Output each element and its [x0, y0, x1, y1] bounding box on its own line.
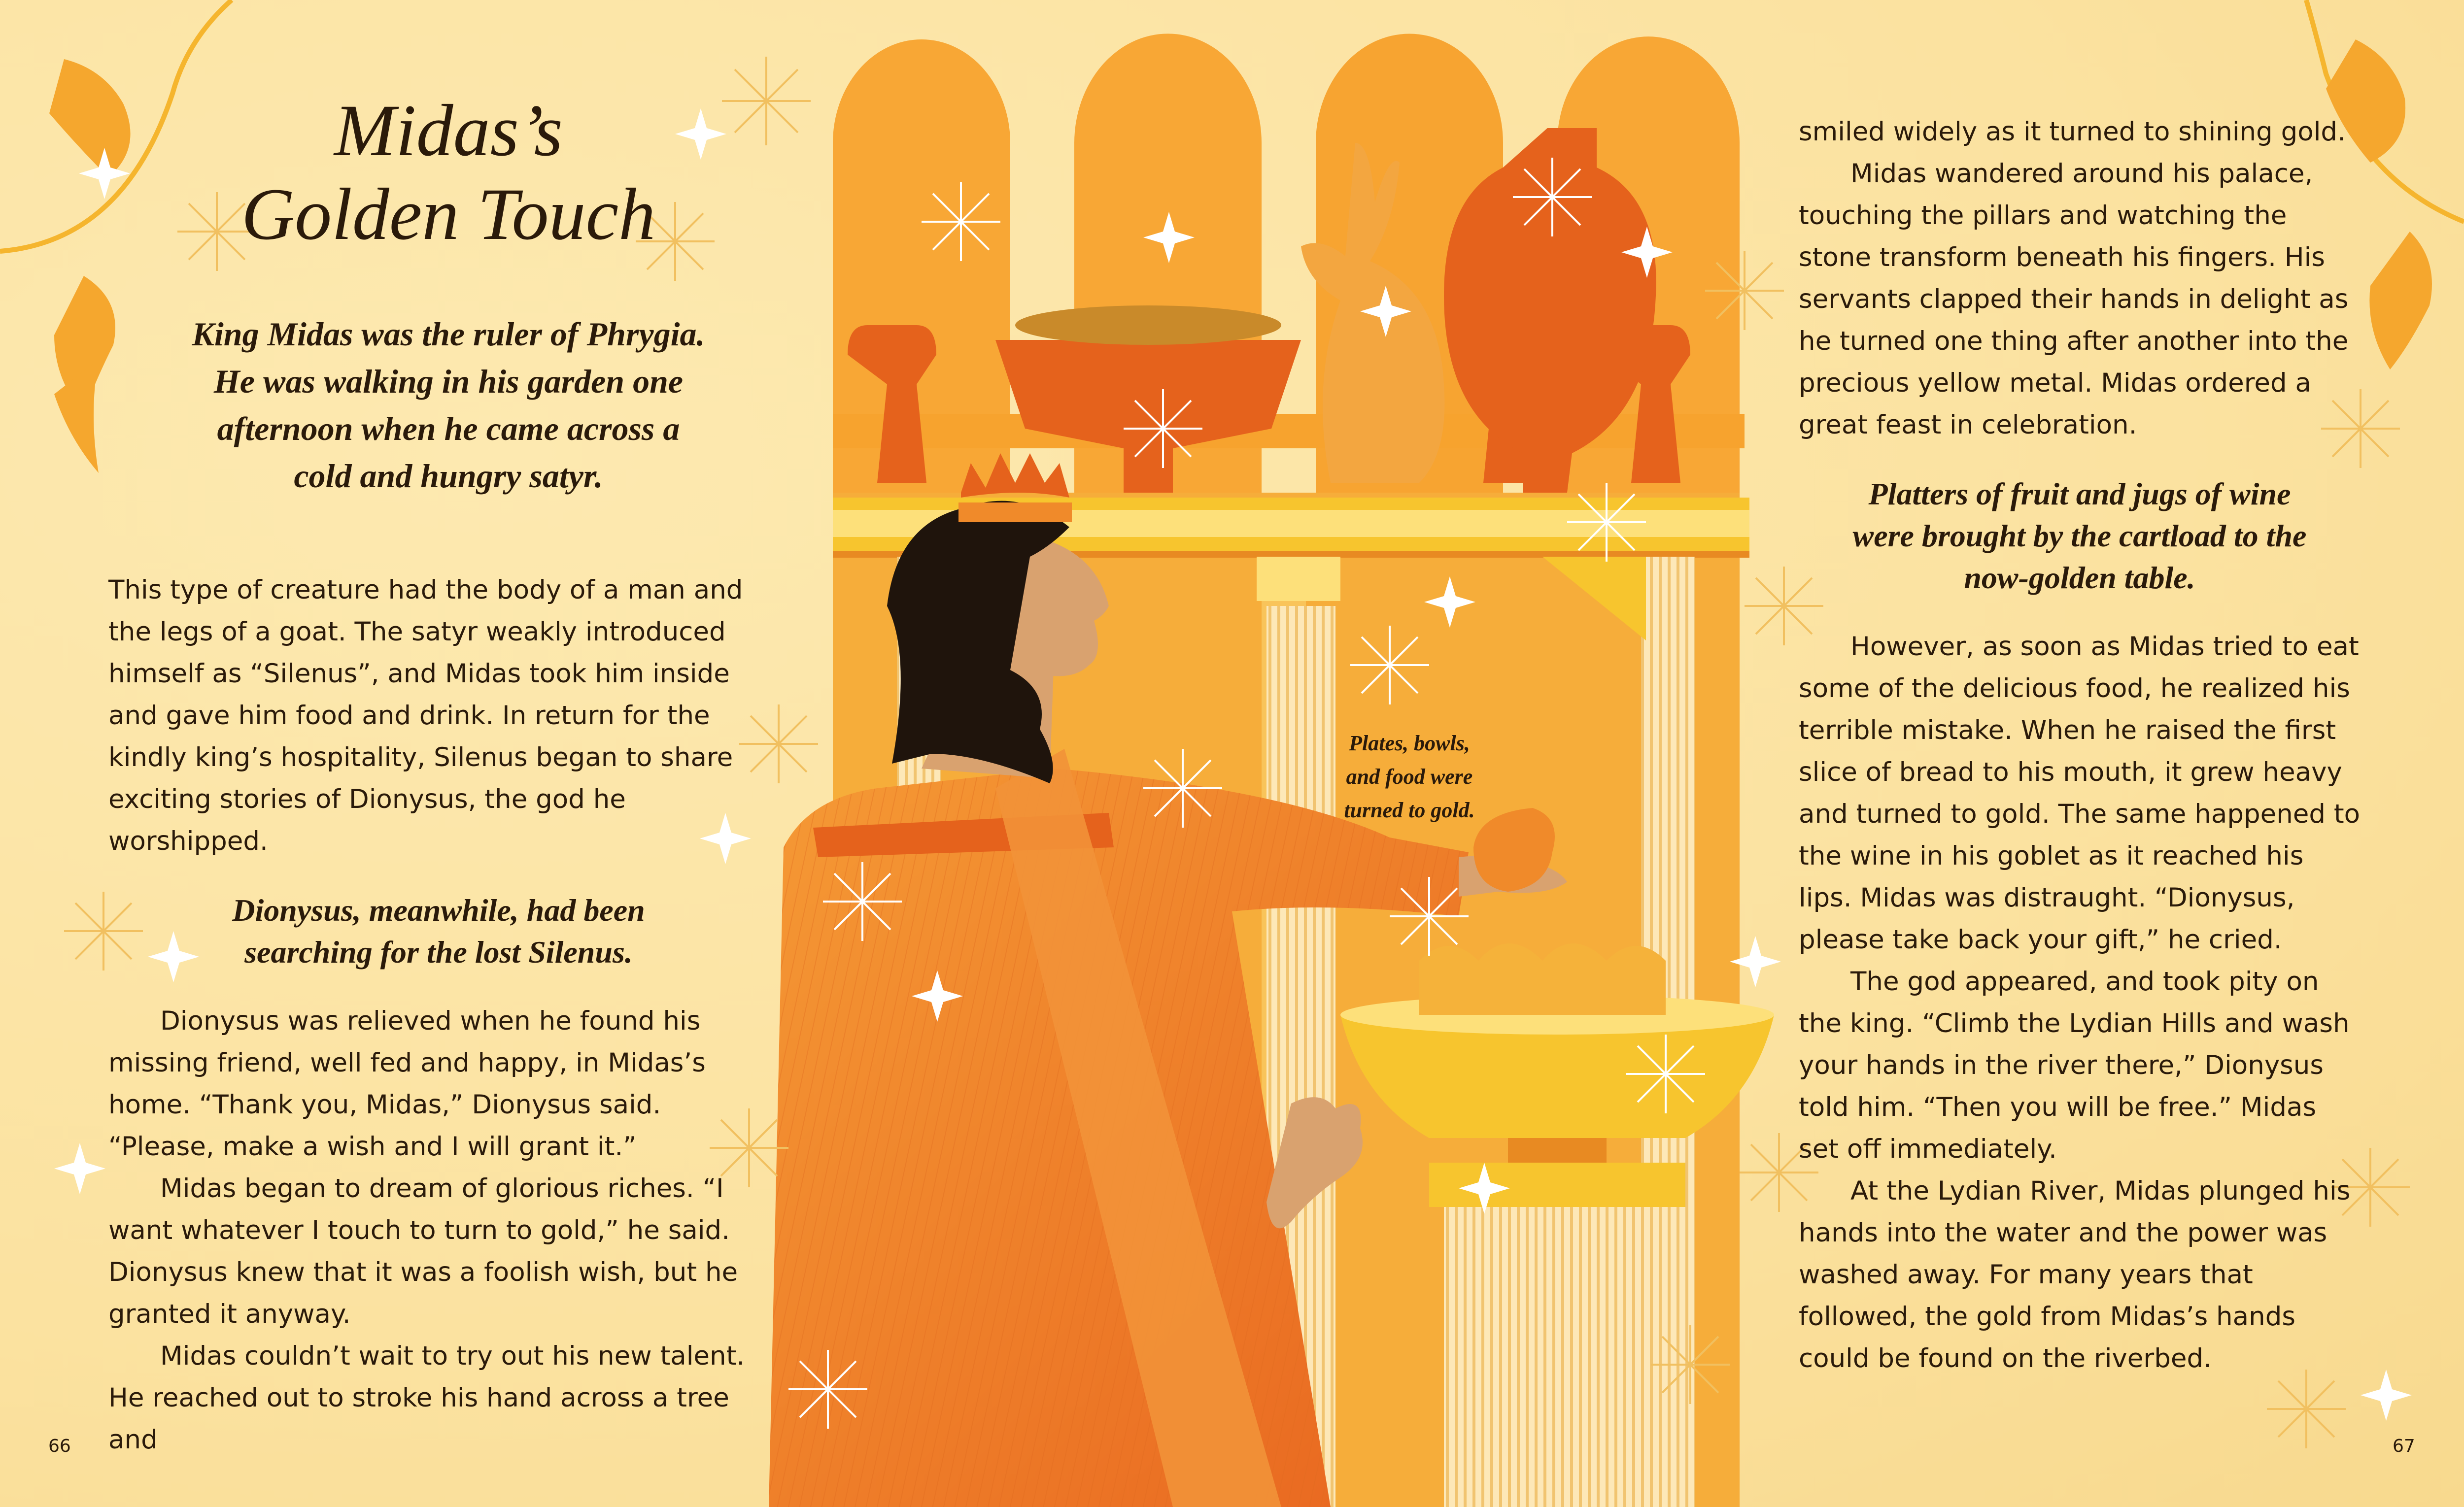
caption-line: and food were [1346, 765, 1473, 789]
page-number-right: 67 [2393, 1436, 2415, 1456]
pull-line: Platters of fruit and jugs of wine [1868, 476, 2291, 511]
intro-line: cold and hungry satyr. [294, 457, 603, 495]
title-line-1: Midas’s [334, 90, 563, 171]
pull-line: searching for the lost Silenus. [244, 935, 633, 970]
right-paragraph-2: Midas wandered around his palace, touching the pillars and watching the stone transform beneath his fingers. His servants clapped their hands in delight as he turned one thing after another into the precious yellow metal. Midas ordered a great feast in celebration. [1799, 159, 2349, 440]
intro-line: King Midas was the ruler of Phrygia. [192, 315, 705, 353]
pull-line: were brought by the cartload to the [1852, 518, 2307, 553]
right-paragraph-5: At the Lydian River, Midas plunged his hands into the water and the power was washed away. For many years that followed, the gold from Midas’s hands could be found on the riverbed. [1799, 1176, 2351, 1373]
pull-line: now-golden table. [1964, 560, 2195, 595]
left-column [108, 569, 769, 1461]
caption-line: turned to gold. [1344, 798, 1475, 822]
title-line-2: Golden Touch [241, 173, 656, 255]
right-paragraph-3: However, as soon as Midas tried to eat some of the delicious food, he realized his terrible mistake. When he raised the first slice of bread to his mouth, it grew heavy and turned to gold. The same happened to the wine in his goblet as it reached his lips. Midas was distraught. “Dionysus, please take back your gift,” he cried. [1799, 632, 2361, 955]
left-paragraph-2: Dionysus was relieved when he found his missing friend, well fed and happy, in Midas’s home. “Thank you, Midas,” Dionysus said. “Please, make a wish and I will grant it.” [108, 1006, 706, 1162]
page-number-left: 66 [48, 1436, 71, 1456]
left-paragraph-1: This type of creature had the body of a man and the legs of a goat. The satyr weakly introduced himself as “Silenus”, and Midas took him inside and gave him food and drink. In return for the kindly king’s hospitality, Silenus began to share exciting stories of Dionysus, the god he worshipped. [108, 575, 743, 856]
page-title [237, 89, 660, 256]
caption-line: Plates, bowls, [1349, 731, 1470, 755]
pull-line: Dionysus, meanwhile, had been [232, 893, 645, 928]
left-pull-quote [108, 889, 769, 973]
intro-line: afternoon when he came across a [217, 410, 680, 447]
illustration-caption [1326, 727, 1493, 827]
left-paragraph-3: Midas began to dream of glorious riches. “I want whatever I touch to turn to gold,” he said. Dionysus knew that it was a foolish wish, but he granted it anyway. [108, 1173, 738, 1329]
left-paragraph-4: Midas couldn’t wait to try out his new talent. He reached out to stroke his hand across a tree and [108, 1341, 745, 1455]
right-column [1799, 111, 2361, 1379]
right-pull-quote [1799, 473, 2361, 599]
right-paragraph-1: smiled widely as it turned to shining gold. [1799, 117, 2346, 147]
intro-text [148, 310, 749, 500]
right-paragraph-4: The god appeared, and took pity on the king. “Climb the Lydian Hills and wash your hands in the river there,” Dionysus told him. “Then you will be free.” Midas set off immediately. [1799, 967, 2350, 1164]
intro-line: He was walking in his garden one [213, 363, 684, 400]
